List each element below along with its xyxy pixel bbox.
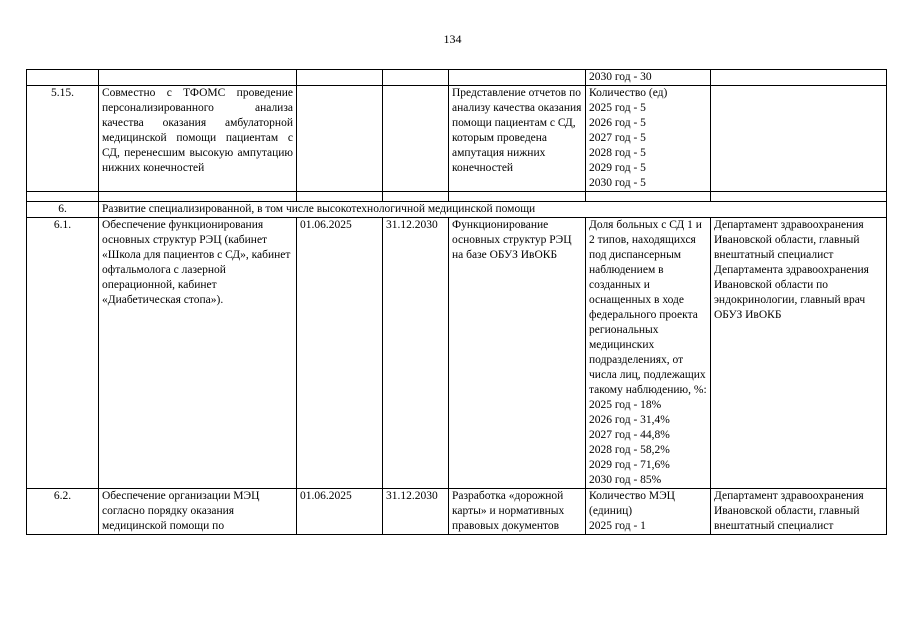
responsible-cell: Департамент здравоохранения Ивановской области, главный внештатный специалист Департамента здравоохранения Ивановской области по эндокринологии, главный врач ОБУЗ ИвОКБ xyxy=(711,218,887,489)
table-row xyxy=(27,70,887,86)
spacer-cell xyxy=(99,192,297,202)
table-row xyxy=(27,86,887,192)
section-number: 6. xyxy=(27,202,99,218)
indicator-line: 2025 год - 5 xyxy=(589,102,646,114)
indicator-line: 2025 год - 1 xyxy=(589,520,646,532)
indicator-line: 2029 год - 5 xyxy=(589,162,646,174)
start-date-cell xyxy=(297,86,383,192)
indicator-line: 2026 год - 5 xyxy=(589,117,646,129)
end-date-cell xyxy=(383,70,449,86)
table-row xyxy=(27,218,887,489)
spacer-cell xyxy=(27,192,99,202)
indicator-line: 2028 год - 5 xyxy=(589,147,646,159)
end-date-cell: 31.12.2030 xyxy=(383,218,449,489)
indicator-line: Количество МЭЦ xyxy=(589,490,675,502)
indicator-cell xyxy=(586,489,711,535)
indicator-cell xyxy=(586,86,711,192)
event-cell xyxy=(99,70,297,86)
row-number: 6.2. xyxy=(27,489,99,535)
start-date-cell xyxy=(297,70,383,86)
indicator-line: 2027 год - 5 xyxy=(589,132,646,144)
indicator-line: 2026 год - 31,4% xyxy=(589,414,670,426)
section-row xyxy=(27,202,887,218)
end-date-cell: 31.12.2030 xyxy=(383,489,449,535)
indicator-line: (единиц) xyxy=(589,505,633,517)
spacer-cell xyxy=(449,192,586,202)
plan-table xyxy=(26,69,887,535)
indicator-line: 2027 год - 44,8% xyxy=(589,429,670,441)
row-number: 5.15. xyxy=(27,86,99,192)
end-date-cell xyxy=(383,86,449,192)
page-number: 134 xyxy=(443,32,462,46)
indicator-line: 2030 год - 30 xyxy=(589,71,652,83)
event-cell: Обеспечение организации МЭЦ согласно порядку оказания медицинской помощи по xyxy=(99,489,297,535)
indicator-text: Доля больных с СД 1 и 2 типов, находящихся под диспансерным наблюдением в созданных и оснащенных в ходе федерального проекта региональных медицинских подразделениях, от числа лиц, подлежащих такому наблюдению, %: xyxy=(589,219,707,396)
indicator-line: Количество (ед) xyxy=(589,87,668,99)
row-number: 6.1. xyxy=(27,218,99,489)
responsible-cell: Департамент здравоохранения Ивановской области, главный внештатный специалист xyxy=(711,489,887,535)
indicator-line: 2030 год - 85% xyxy=(589,474,662,486)
responsible-cell xyxy=(711,86,887,192)
indicator-cell xyxy=(586,218,711,489)
event-cell: Обеспечение функционирования основных структур РЭЦ (кабинет «Школа для пациентов с СД», кабинет офтальмолога с лазерной операционной, кабинет «Диабетическая стопа»). xyxy=(99,218,297,489)
spacer-cell xyxy=(586,192,711,202)
table-row xyxy=(27,489,887,535)
indicator-line: 2029 год - 71,6% xyxy=(589,459,670,471)
result-cell xyxy=(449,70,586,86)
spacer-cell xyxy=(383,192,449,202)
indicator-cell xyxy=(586,70,711,86)
start-date-cell: 01.06.2025 xyxy=(297,489,383,535)
indicator-line: 2030 год - 5 xyxy=(589,177,646,189)
table-row xyxy=(27,192,887,202)
section-title: Развитие специализированной, в том числе высокотехнологичной медицинской помощи xyxy=(99,202,887,218)
result-cell: Разработка «дорожной карты» и нормативных правовых документов xyxy=(449,489,586,535)
spacer-cell xyxy=(297,192,383,202)
spacer-cell xyxy=(711,192,887,202)
event-cell: Совместно с ТФОМС проведение персонализированного анализа качества оказания амбулаторной медицинской помощи пациентам с СД, перенесшим высокую ампутацию нижних конечностей xyxy=(99,86,297,192)
indicator-line: 2025 год - 18% xyxy=(589,399,662,411)
indicator-line: 2028 год - 58,2% xyxy=(589,444,670,456)
result-cell: Функционирование основных структур РЭЦ на базе ОБУЗ ИвОКБ xyxy=(449,218,586,489)
row-number xyxy=(27,70,99,86)
result-cell: Представление отчетов по анализу качества оказания помощи пациентам с СД, которым проведена ампутация нижних конечностей xyxy=(449,86,586,192)
start-date-cell: 01.06.2025 xyxy=(297,218,383,489)
responsible-cell xyxy=(711,70,887,86)
